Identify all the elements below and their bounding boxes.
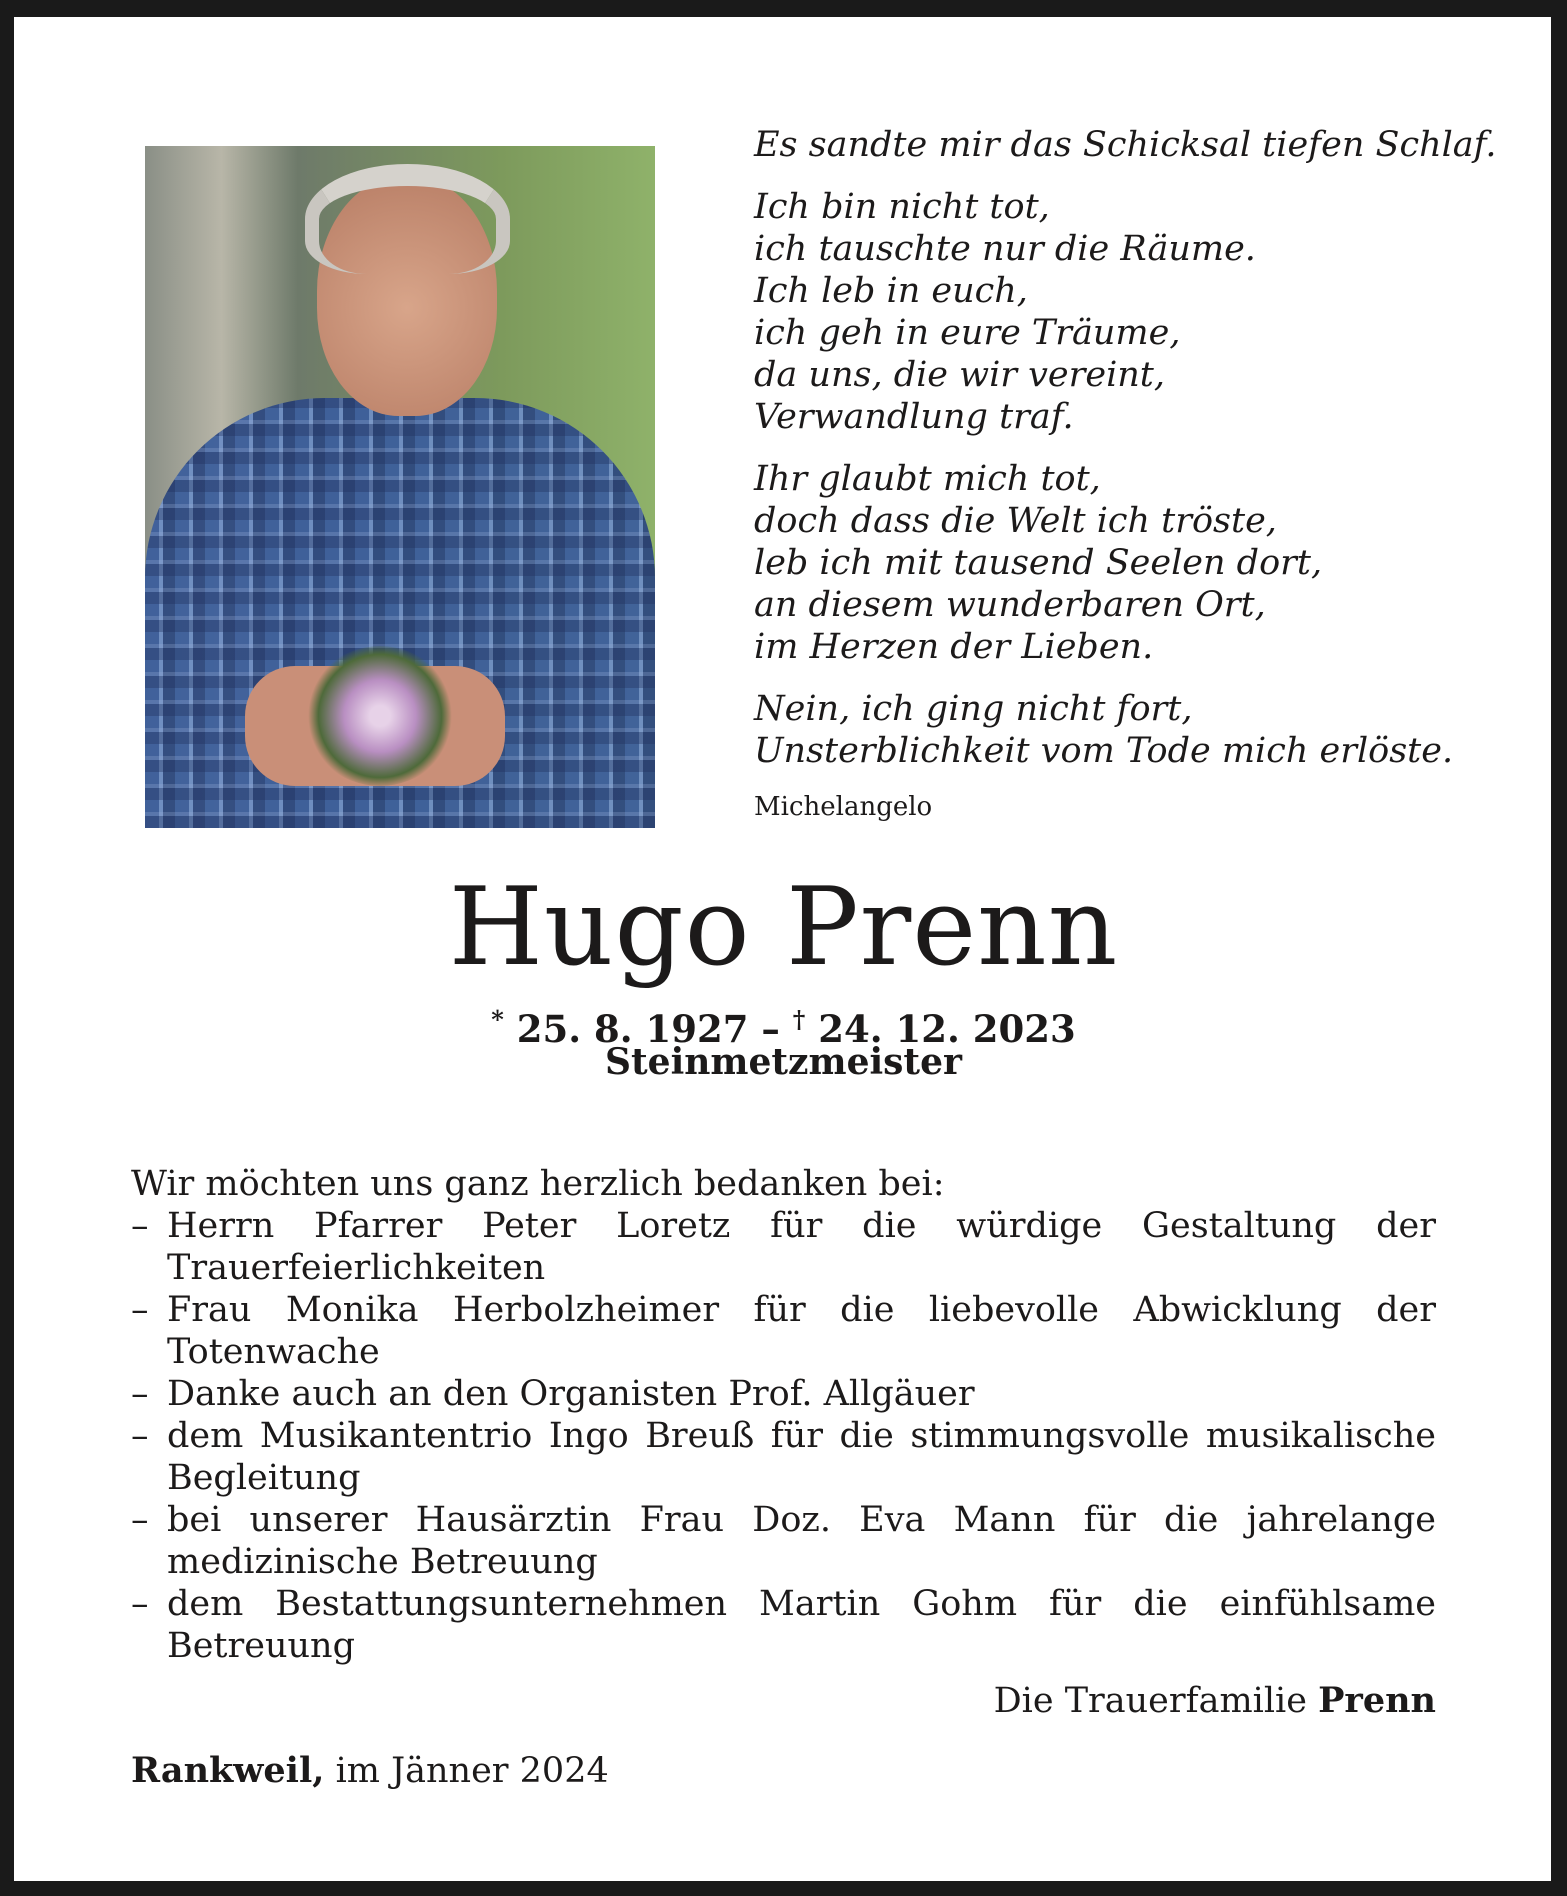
death-symbol: † [792,1005,806,1034]
dash-bullet: – [131,1374,149,1414]
thanks-list [131,1205,1436,1667]
poem-stanza [754,186,1474,438]
portrait-photo [145,146,655,828]
thanks-item [131,1205,1436,1289]
poem-author: Michelangelo [754,792,933,822]
thanks-item-text: Herrn Pfarrer Peter Loretz für die würdige Gestaltung der Trauerfeierlichkeiten [167,1206,1436,1288]
thanks-item-text: Danke auch an den Organisten Prof. Allgäuer [167,1374,975,1414]
poem-stanza [754,458,1474,668]
poem-line: Verwandlung traf. [754,397,1074,437]
thanks-item-text: dem Musikantentrio Ingo Breuß für die stimmungsvolle musikalische Begleitung [167,1416,1436,1498]
signature [994,1680,1436,1721]
signature-prefix: Die Trauerfamilie [993,1681,1307,1721]
thanks-item [131,1373,1436,1415]
poem-line: Es sandte mir das Schicksal tiefen Schlaf. [754,125,1497,165]
thanks-section [131,1163,1436,1667]
thanks-intro: Wir möchten uns ganz herzlich bedanken bei: [131,1164,945,1204]
dash-bullet: – [131,1416,149,1456]
profession: Steinmetzmeister [605,1041,962,1083]
thanks-item [131,1415,1436,1499]
poem-line: leb ich mit tausend Seelen dort, [754,543,1323,583]
poem-stanza [754,124,1497,166]
poem-line: ich tauschte nur die Räume. [754,229,1256,269]
date-separator: – [761,1007,780,1051]
place-date [131,1750,609,1791]
poem-line: Nein, ich ging nicht fort, [754,689,1193,729]
poem-line: Ihr glaubt mich tot, [754,459,1101,499]
poem-line: Ich leb in euch, [754,271,1028,311]
birth-symbol: * [491,1005,504,1034]
dash-bullet: – [131,1290,149,1330]
birth-date: 25. 8. 1927 [516,1007,749,1051]
death-date: 24. 12. 2023 [818,1007,1076,1051]
poem-line: Ich bin nicht tot, [754,187,1050,227]
dash-bullet: – [131,1206,149,1246]
poem-line: doch dass die Welt ich tröste, [754,501,1277,541]
poem-line: im Herzen der Lieben. [754,627,1154,667]
poem-line: da uns, die wir vereint, [754,355,1165,395]
dash-bullet: – [131,1584,149,1624]
poem-line: ich geh in eure Träume, [754,313,1181,353]
town: Rankweil, [131,1750,325,1791]
thanks-item [131,1499,1436,1583]
poem [754,124,1497,828]
family-name: Prenn [1318,1680,1436,1721]
poem-stanza [754,688,1474,772]
thanks-item [131,1289,1436,1373]
dash-bullet: – [131,1500,149,1540]
poem-line: Unsterblichkeit vom Tode mich erlöste. [754,731,1454,771]
thanks-item-text: dem Bestattungsunternehmen Martin Gohm für die einfühlsame Betreuung [167,1584,1436,1666]
date: im Jänner 2024 [335,1751,609,1791]
thanks-item-text: Frau Monika Herbolzheimer für die liebevolle Abwicklung der Totenwache [167,1290,1436,1372]
deceased-name: Hugo Prenn [448,865,1119,990]
thanks-item-text: bei unserer Hausärztin Frau Doz. Eva Mann für die jahrelange medizinische Betreuung [167,1500,1436,1582]
thanks-item [131,1583,1436,1667]
poem-line: an diesem wunderbaren Ort, [754,585,1266,625]
